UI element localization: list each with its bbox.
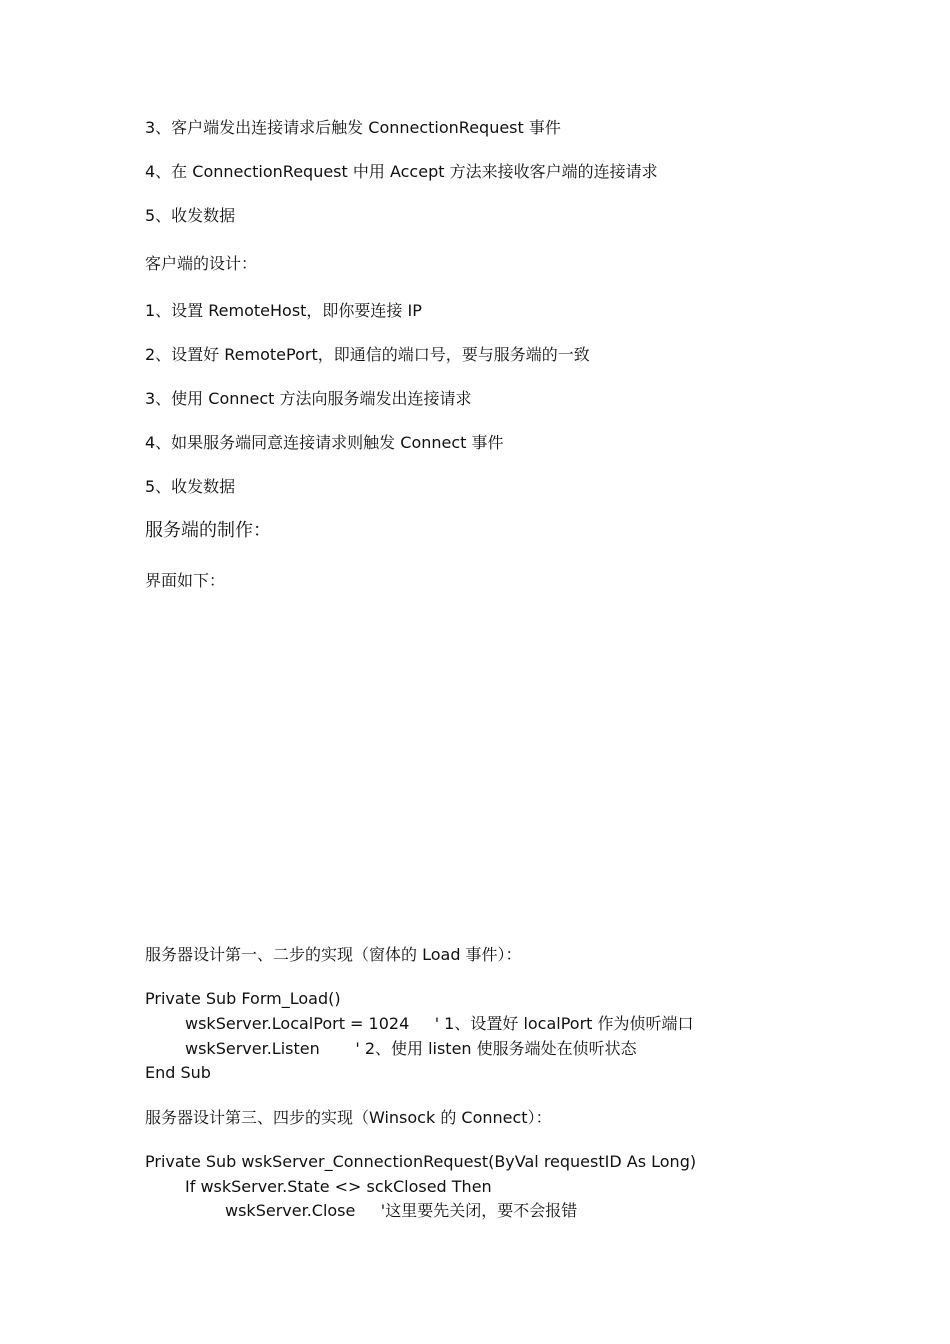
code-line: End Sub <box>145 1063 211 1082</box>
text-line: 5、收发数据 <box>145 206 236 225</box>
code-line: wskServer.Listen ' 2、使用 listen 使服务端处在侦听状态 <box>185 1039 637 1058</box>
section-heading: 客户端的设计： <box>145 254 258 273</box>
code-line: wskServer.LocalPort = 1024 ' 1、设置好 localPort 作为侦听端口 <box>185 1014 694 1033</box>
code-line: Private Sub Form_Load() <box>145 989 341 1008</box>
section-heading: 服务器设计第三、四步的实现（Winsock 的 Connect）： <box>145 1108 552 1127</box>
text-line: 2、设置好 RemotePort，即通信的端口号，要与服务端的一致 <box>145 345 590 364</box>
text-line: 4、在 ConnectionRequest 中用 Accept 方法来接收客户端的连接请求 <box>145 162 658 181</box>
text-line: 3、客户端发出连接请求后触发 ConnectionRequest 事件 <box>145 118 561 137</box>
code-line: If wskServer.State <> sckClosed Then <box>185 1177 492 1196</box>
text-line: 界面如下： <box>145 571 226 590</box>
section-heading: 服务端的制作： <box>145 520 271 541</box>
code-line: Private Sub wskServer_ConnectionRequest(ByVal requestID As Long) <box>145 1152 697 1171</box>
section-heading: 服务器设计第一、二步的实现（窗体的 Load 事件）： <box>145 945 522 964</box>
text-line: 1、设置 RemoteHost，即你要连接 IP <box>145 301 422 320</box>
code-line: wskServer.Close '这里要先关闭，要不会报错 <box>225 1201 578 1220</box>
text-line: 5、收发数据 <box>145 477 236 496</box>
text-line: 4、如果服务端同意连接请求则触发 Connect 事件 <box>145 433 504 452</box>
text-line: 3、使用 Connect 方法向服务端发出连接请求 <box>145 389 472 408</box>
